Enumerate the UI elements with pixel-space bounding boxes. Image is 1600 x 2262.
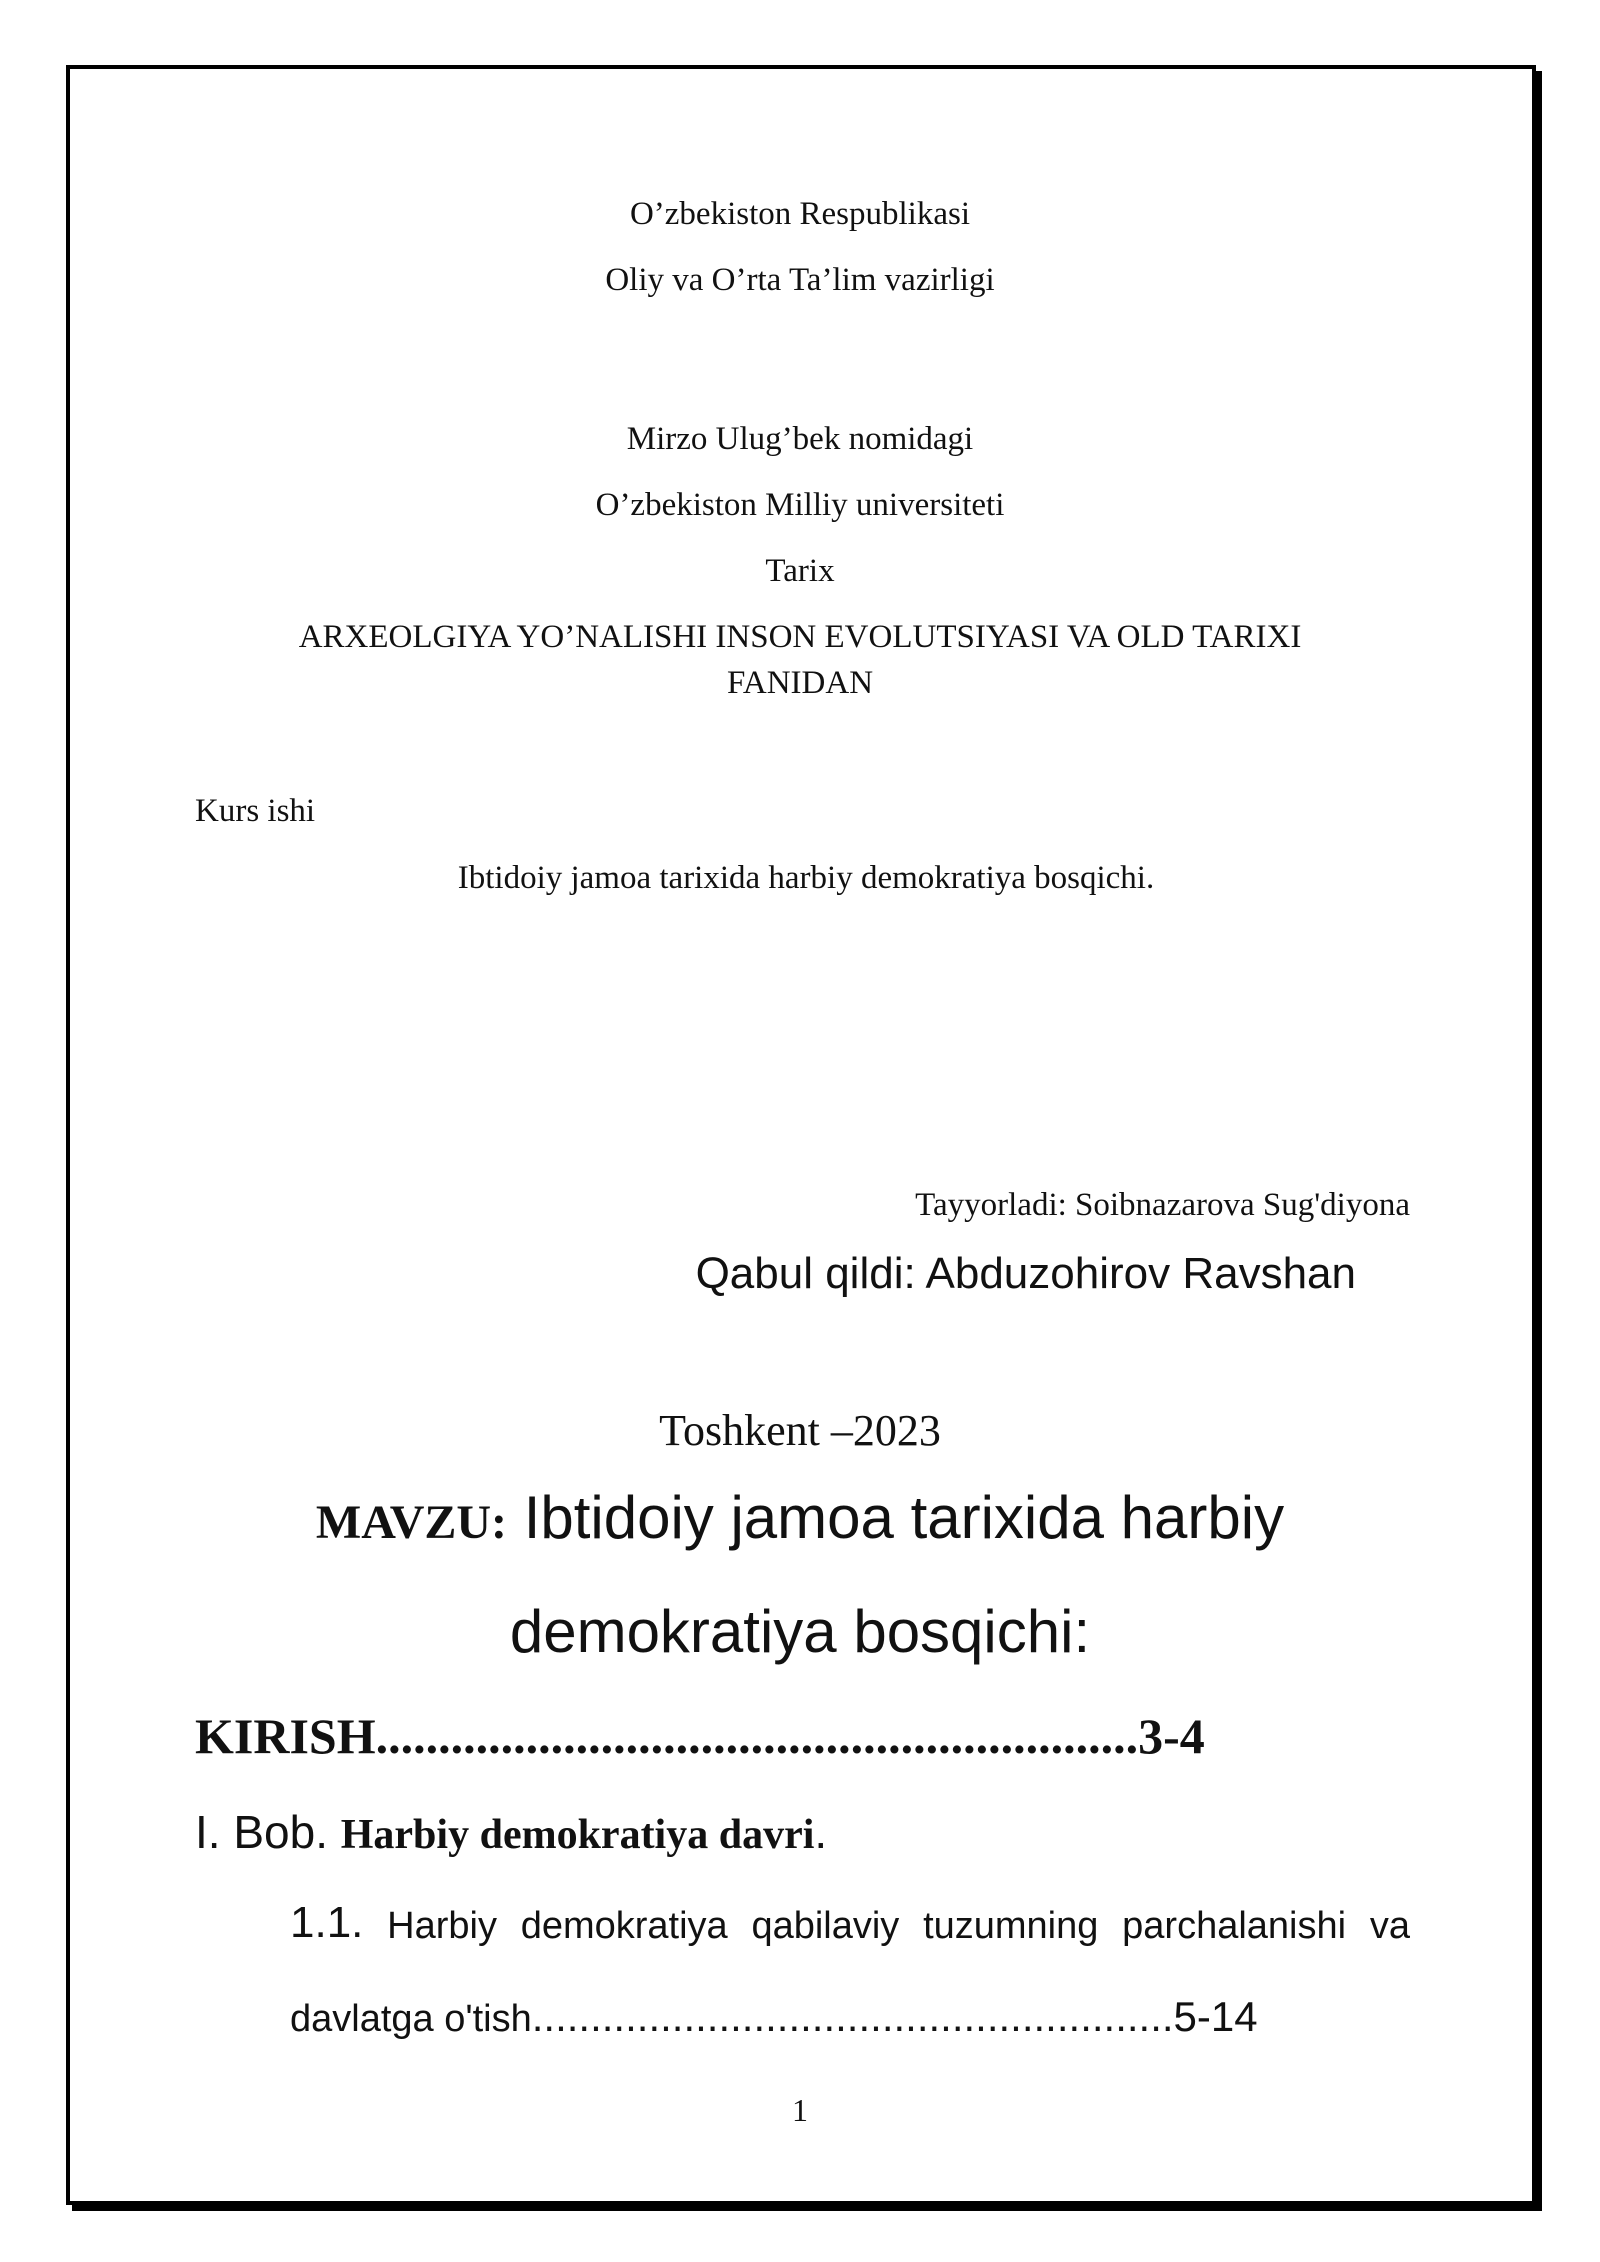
section-word: parchalanishi — [1122, 1905, 1347, 1947]
direction-line1: ARXEOLGIYA YO’NALISHI INSON EVOLUTSIYASI VA OLD TARIXI — [298, 619, 1302, 655]
page-number: 1 — [792, 2092, 808, 2128]
section-number: 1.1. — [290, 1898, 364, 1947]
topic-heading-line2: demokratiya bosqichi: — [509, 1598, 1091, 1665]
toc-section-line2 — [290, 1993, 1410, 2041]
direction-line2: FANIDAN — [726, 665, 874, 701]
topic-text-line1: Ibtidoiy jamoa tarixida harbiy — [507, 1484, 1285, 1551]
republic-name: O’zbekiston Respublikasi — [629, 196, 971, 232]
section-leader: .......................................................5-14 — [531, 1993, 1258, 2040]
faculty-name: Tarix — [765, 553, 835, 589]
topic-label: MAVZU: — [315, 1496, 508, 1549]
topic-heading-line1 — [0, 1483, 1600, 1552]
university-name-line1: Mirzo Ulug’bek nomidagi — [626, 421, 974, 457]
chapter-prefix: I. Bob. — [195, 1806, 341, 1858]
work-type: Kurs ishi — [195, 793, 316, 829]
section-word: tuzumning — [923, 1905, 1099, 1947]
prepared-by: Tayyorladi: Soibnazarova Sug'diyona — [915, 1187, 1410, 1223]
university-name-line2: O’zbekiston Milliy universiteti — [595, 487, 1005, 523]
toc-section-line1 — [290, 1898, 1410, 1948]
chapter-suffix: . — [814, 1806, 828, 1858]
chapter-title: Harbiy demokratiya davri — [340, 1812, 815, 1858]
ministry-name: Oliy va O’rta Ta’lim vazirligi — [605, 262, 995, 298]
section-word: Harbiy — [387, 1905, 497, 1947]
section-word: demokratiya — [520, 1905, 728, 1947]
section-text-line2: davlatga o'tish — [290, 1998, 532, 2040]
section-word: va — [1369, 1905, 1410, 1947]
accepted-by: Qabul qildi: Abduzohirov Ravshan — [695, 1249, 1356, 1298]
toc-intro: KIRISH.............................................................3-4 — [195, 1708, 1205, 1764]
page-border — [66, 65, 1536, 2205]
section-word: qabilaviy — [751, 1905, 900, 1947]
work-title: Ibtidoiy jamoa tarixida harbiy demokratiya bosqichi. — [457, 860, 1155, 896]
toc-chapter — [195, 1805, 827, 1859]
place-year: Toshkent –2023 — [659, 1406, 941, 1455]
